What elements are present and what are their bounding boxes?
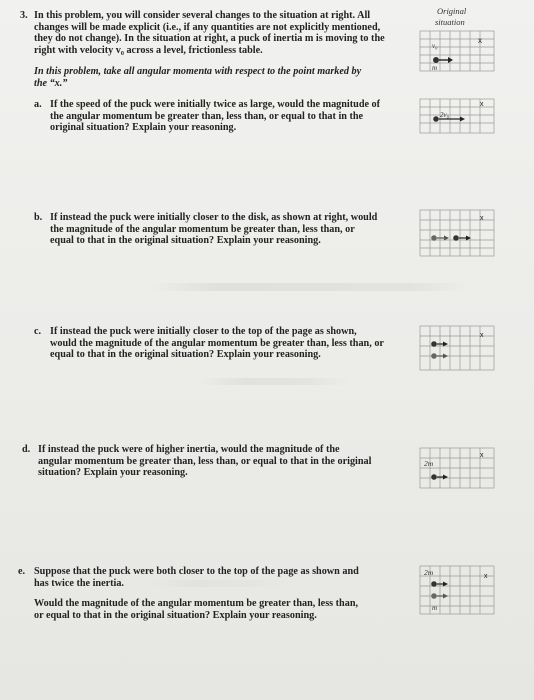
mass-label: m [432,604,438,612]
instruction-line-2: the “x.” [34,77,68,89]
bleed-through-mark [150,580,290,587]
puck [431,581,437,587]
double-velocity-label: 2v₀ [440,111,450,119]
point-x-marker: x [480,452,484,459]
arrowhead [443,475,448,480]
instruction-line-1: In this problem, take all angular momenta with respect to the point marked by [34,66,362,77]
double-mass-label: 2m [424,568,434,577]
point-x-marker: x [484,573,488,580]
velocity-label: v₀ [432,42,438,50]
figure-a [418,97,498,137]
puck [433,57,439,63]
problem-number: 3. [20,10,28,21]
mass-label: m [432,64,438,72]
figure-d [418,446,498,492]
worksheet-page: 3. In this problem, you will consider several changes to the situation at right. All changes will be made explicit (i.e., if any quantities are not explicitly mentioned, they do not change). In the situation at right, a puck of inertia m is moving to the right with velocity v₀ across a level, frictionless table. In this problem, take all angular momenta with respect to the point marked by the “x.” a. If the speed of the puck were initially twice as large, would the magnitude of the angular momentum be greater than, less than, or equal to that in the original situation? Explain your reasoning. b. If instead the puck were initially closer to the disk, as shown at right, would the magnitude of the angular momentum be greater than, less than, or equal to that in the original situation? Explain your reasoning. c. If instead the puck were initially closer to the top of the page as shown, would the magnitude of the angular momentum be greater than, less than, or equal to that in the original situation? Explain your reasoning. d. If instead the puck were of higher inertia, would the magnitude of the angular momentum be greater than, less than, or equal to that in the original situation? Explain your reasoning. e. Suppose that the puck were both closer to the top of the page as shown and has twice the inertia. Would the magnitude of the angular momentum be greater than, less than, or equal to that in the original situation? Explain your reasoning. Original situation x v₀ m x 2v₀ x x x 2m 2m x m [0,0,534,700]
puck-original [431,353,437,359]
point-x-marker: x [480,332,484,339]
bleed-through-mark [200,378,350,385]
puck [453,235,459,241]
intro-line-4: right with velocity v₀ across a level, frictionless table. [34,44,263,56]
bleed-through-mark [150,283,470,291]
intro-line-3: they do not change). In the situation at right, a puck of inertia m is moving to the [34,33,385,45]
original-label-line-1: Original [437,6,467,16]
original-situation-figure [418,29,498,73]
original-label-line-2: situation [435,17,465,27]
point-x-marker: x [478,36,482,45]
intro-line-1: In this problem, you will consider several changes to the situation at right. All [34,10,371,21]
figure-e [418,564,498,618]
instruction [34,66,414,89]
arrowhead [448,57,453,63]
puck [431,474,437,480]
puck [431,341,437,347]
arrowhead [460,117,465,122]
puck-original [431,593,437,599]
intro-line-2: changes will be made explicit (i.e., if any quantities are not explicitly mentioned, [34,21,381,33]
figure-c [418,324,498,374]
puck [433,116,439,122]
double-mass-label: 2m [424,459,434,468]
point-x-marker: x [480,215,484,222]
point-x-marker: x [480,101,484,108]
puck-original [431,235,437,241]
figure-b [418,208,498,260]
